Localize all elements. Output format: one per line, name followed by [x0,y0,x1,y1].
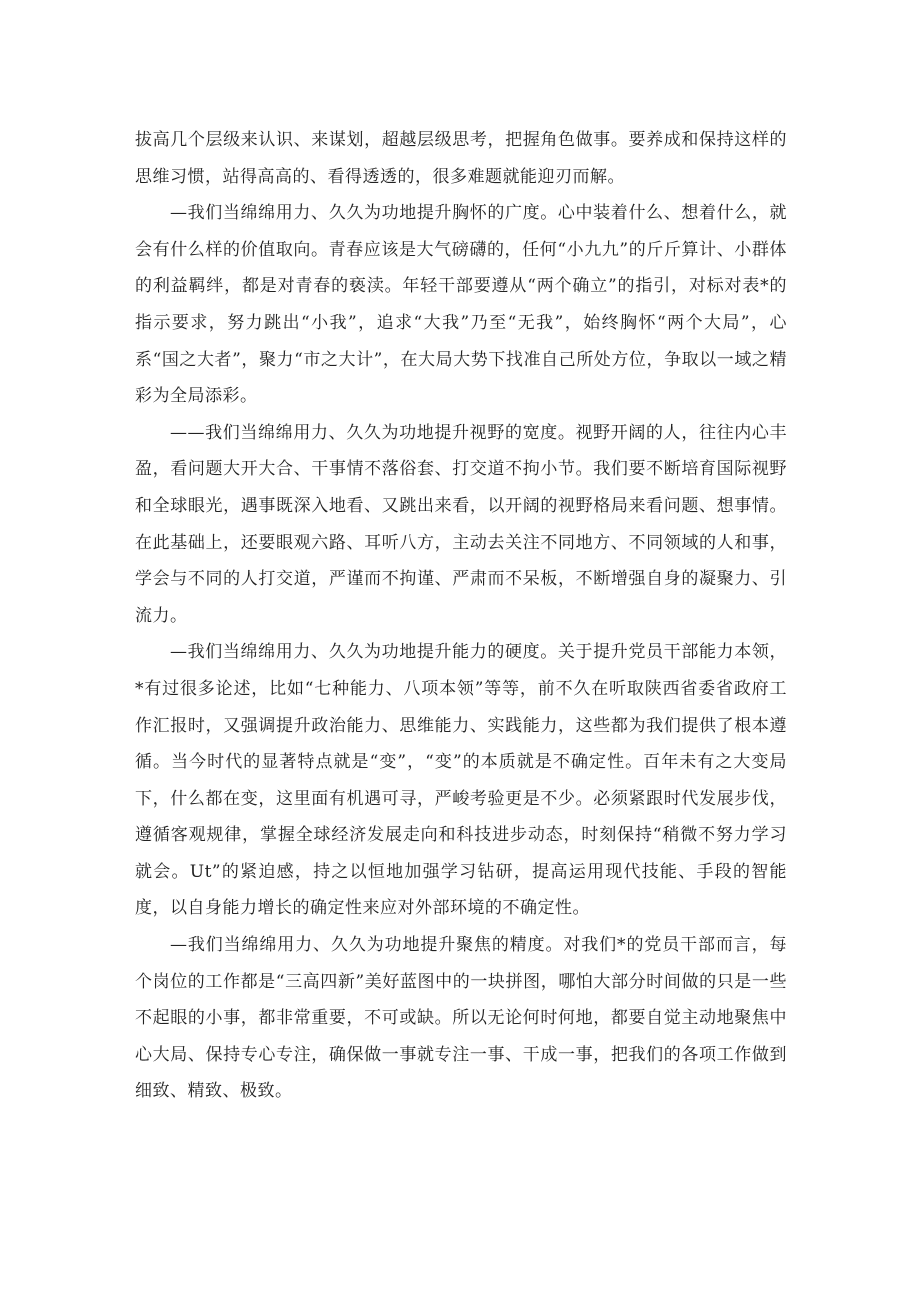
paragraph: —我们当绵绵用力、久久为功地提升胸怀的广度。心中装着什么、想着什么，就会有什么样的价值取向。青春应该是大气磅礴的，任何“小九九”的斤斤算计、小群体的利益羁绊，都是对青春的亵渎。年轻干部要遵从“两个确立”的指引，对标对表*的指示要求，努力跳出“小我”，追求“大我”乃至“无我”，始终胸怀“两个大局”，心系“国之大者”，聚力“市之大计”，在大局大势下找准自己所处方位，争取以一域之精彩为全局添彩。 [135,203,787,407]
paragraph: —我们当绵绵用力、久久为功地提升聚焦的精度。对我们*的党员干部而言，每个岗位的工作都是“三高四新”美好蓝图中的一块拼图，哪怕大部分时间做的只是一些不起眼的小事，都非常重要，不可或缺。所以无论何时何地，都要自觉主动地聚焦中心大局、保持专心专注，确保做一事就专注一事、干成一事，把我们的各项工作做到细致、精致、极致。 [135,935,787,1102]
paragraph: 拔高几个层级来认识、来谋划，超越层级思考，把握角色做事。要养成和保持这样的思维习惯，站得高高的、看得透透的，很多难题就能迎刃而解。 [135,130,787,187]
document-body [135,122,787,1110]
paragraph: ——我们当绵绵用力、久久为功地提升视野的宽度。视野开阔的人，往往内心丰盈，看问题大开大合、干事情不落俗套、打交道不拘小节。我们要不断培育国际视野和全球眼光，遇事既深入地看、又跳出来看，以开阔的视野格局来看问题、想事情。在此基础上，还要眼观六路、耳听八方，主动去关注不同地方、不同领域的人和事，学会与不同的人打交道，严谨而不拘谨、严肃而不呆板，不断增强自身的凝聚力、引流力。 [135,422,787,626]
paragraph: —我们当绵绵用力、久久为功地提升能力的硬度。关于提升党员干部能力本领，*有过很多论述，比如“七种能力、八项本领”等等，前不久在听取陕西省委省政府工作汇报时，又强调提升政治能力、思维能力、实践能力，这些都为我们提供了根本遵循。当今时代的显著特点就是“变”，“变”的本质就是不确定性。百年未有之大变局下，什么都在变，这里面有机遇可寻，严峻考验更是不少。必须紧跟时代发展步伐，遵循客观规律，掌握全球经济发展走向和科技进步动态，时刻保持“稍微不努力学习就会。Ut”的紧迫感，持之以恒地加强学习钻研，提高运用现代技能、手段的智能度，以自身能力增长的确定性来应对外部环境的不确定性。 [135,642,787,919]
